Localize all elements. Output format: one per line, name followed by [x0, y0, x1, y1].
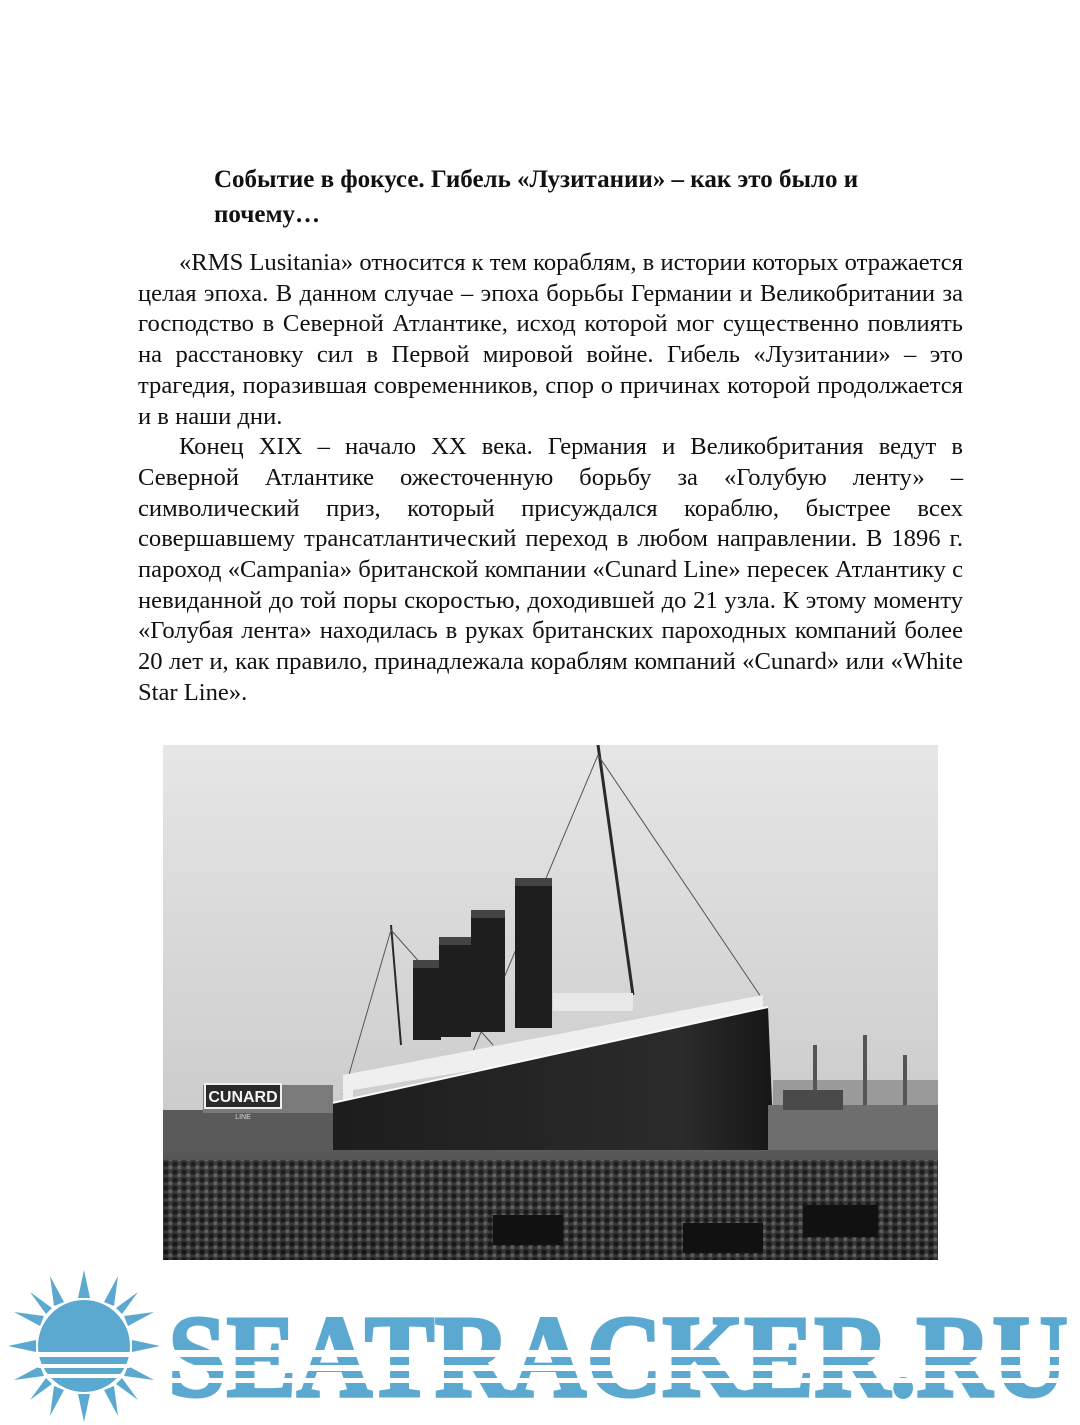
lusitania-photo	[163, 745, 938, 1260]
article-body	[138, 248, 963, 709]
article-heading: Событие в фокусе. Гибель «Лузитании» – как это было и почему…	[214, 166, 859, 228]
sun-icon	[8, 1270, 160, 1422]
cunard-sign-subtext: LINE	[235, 1114, 251, 1121]
paragraph: «RMS Lusitania» относится к тем кораблям, в истории которых отражается целая эпоха. В данном случае – эпоха борьбы Германии и Великобритании за господство в Северной Атлантике, исход которой мог существенно повлиять на расстановку сил в Первой мировой войне. Гибель «Лузитании» – это трагедия, поразившая современников, спор о причинах которой продолжается и в наши дни.	[138, 249, 963, 430]
watermark-text	[168, 1268, 1080, 1418]
ship-illustration	[163, 745, 938, 1260]
site-watermark	[0, 1262, 1080, 1425]
cunard-sign-text: CUNARD	[208, 1089, 278, 1106]
paragraph: Конец XIX – начало XX века. Германия и Великобритания ведут в Северной Атлантике ожесточенную борьбу за «Голубую ленту» – символический приз, который присуждался кораблю, быстрее всех совершавшему трансатлантический переход в любом направлении. В 1896 г. пароход «Campania» британской компании «Cunard Line» пересек Атлантику с невиданной до той поры скоростью, доходившей до 21 узла. К этому моменту «Голубая лента» находилась в руках британских пароходных компаний более 20 лет и, как правило, принадлежала кораблям компаний «Cunard» или «White Star Line».	[138, 433, 963, 706]
